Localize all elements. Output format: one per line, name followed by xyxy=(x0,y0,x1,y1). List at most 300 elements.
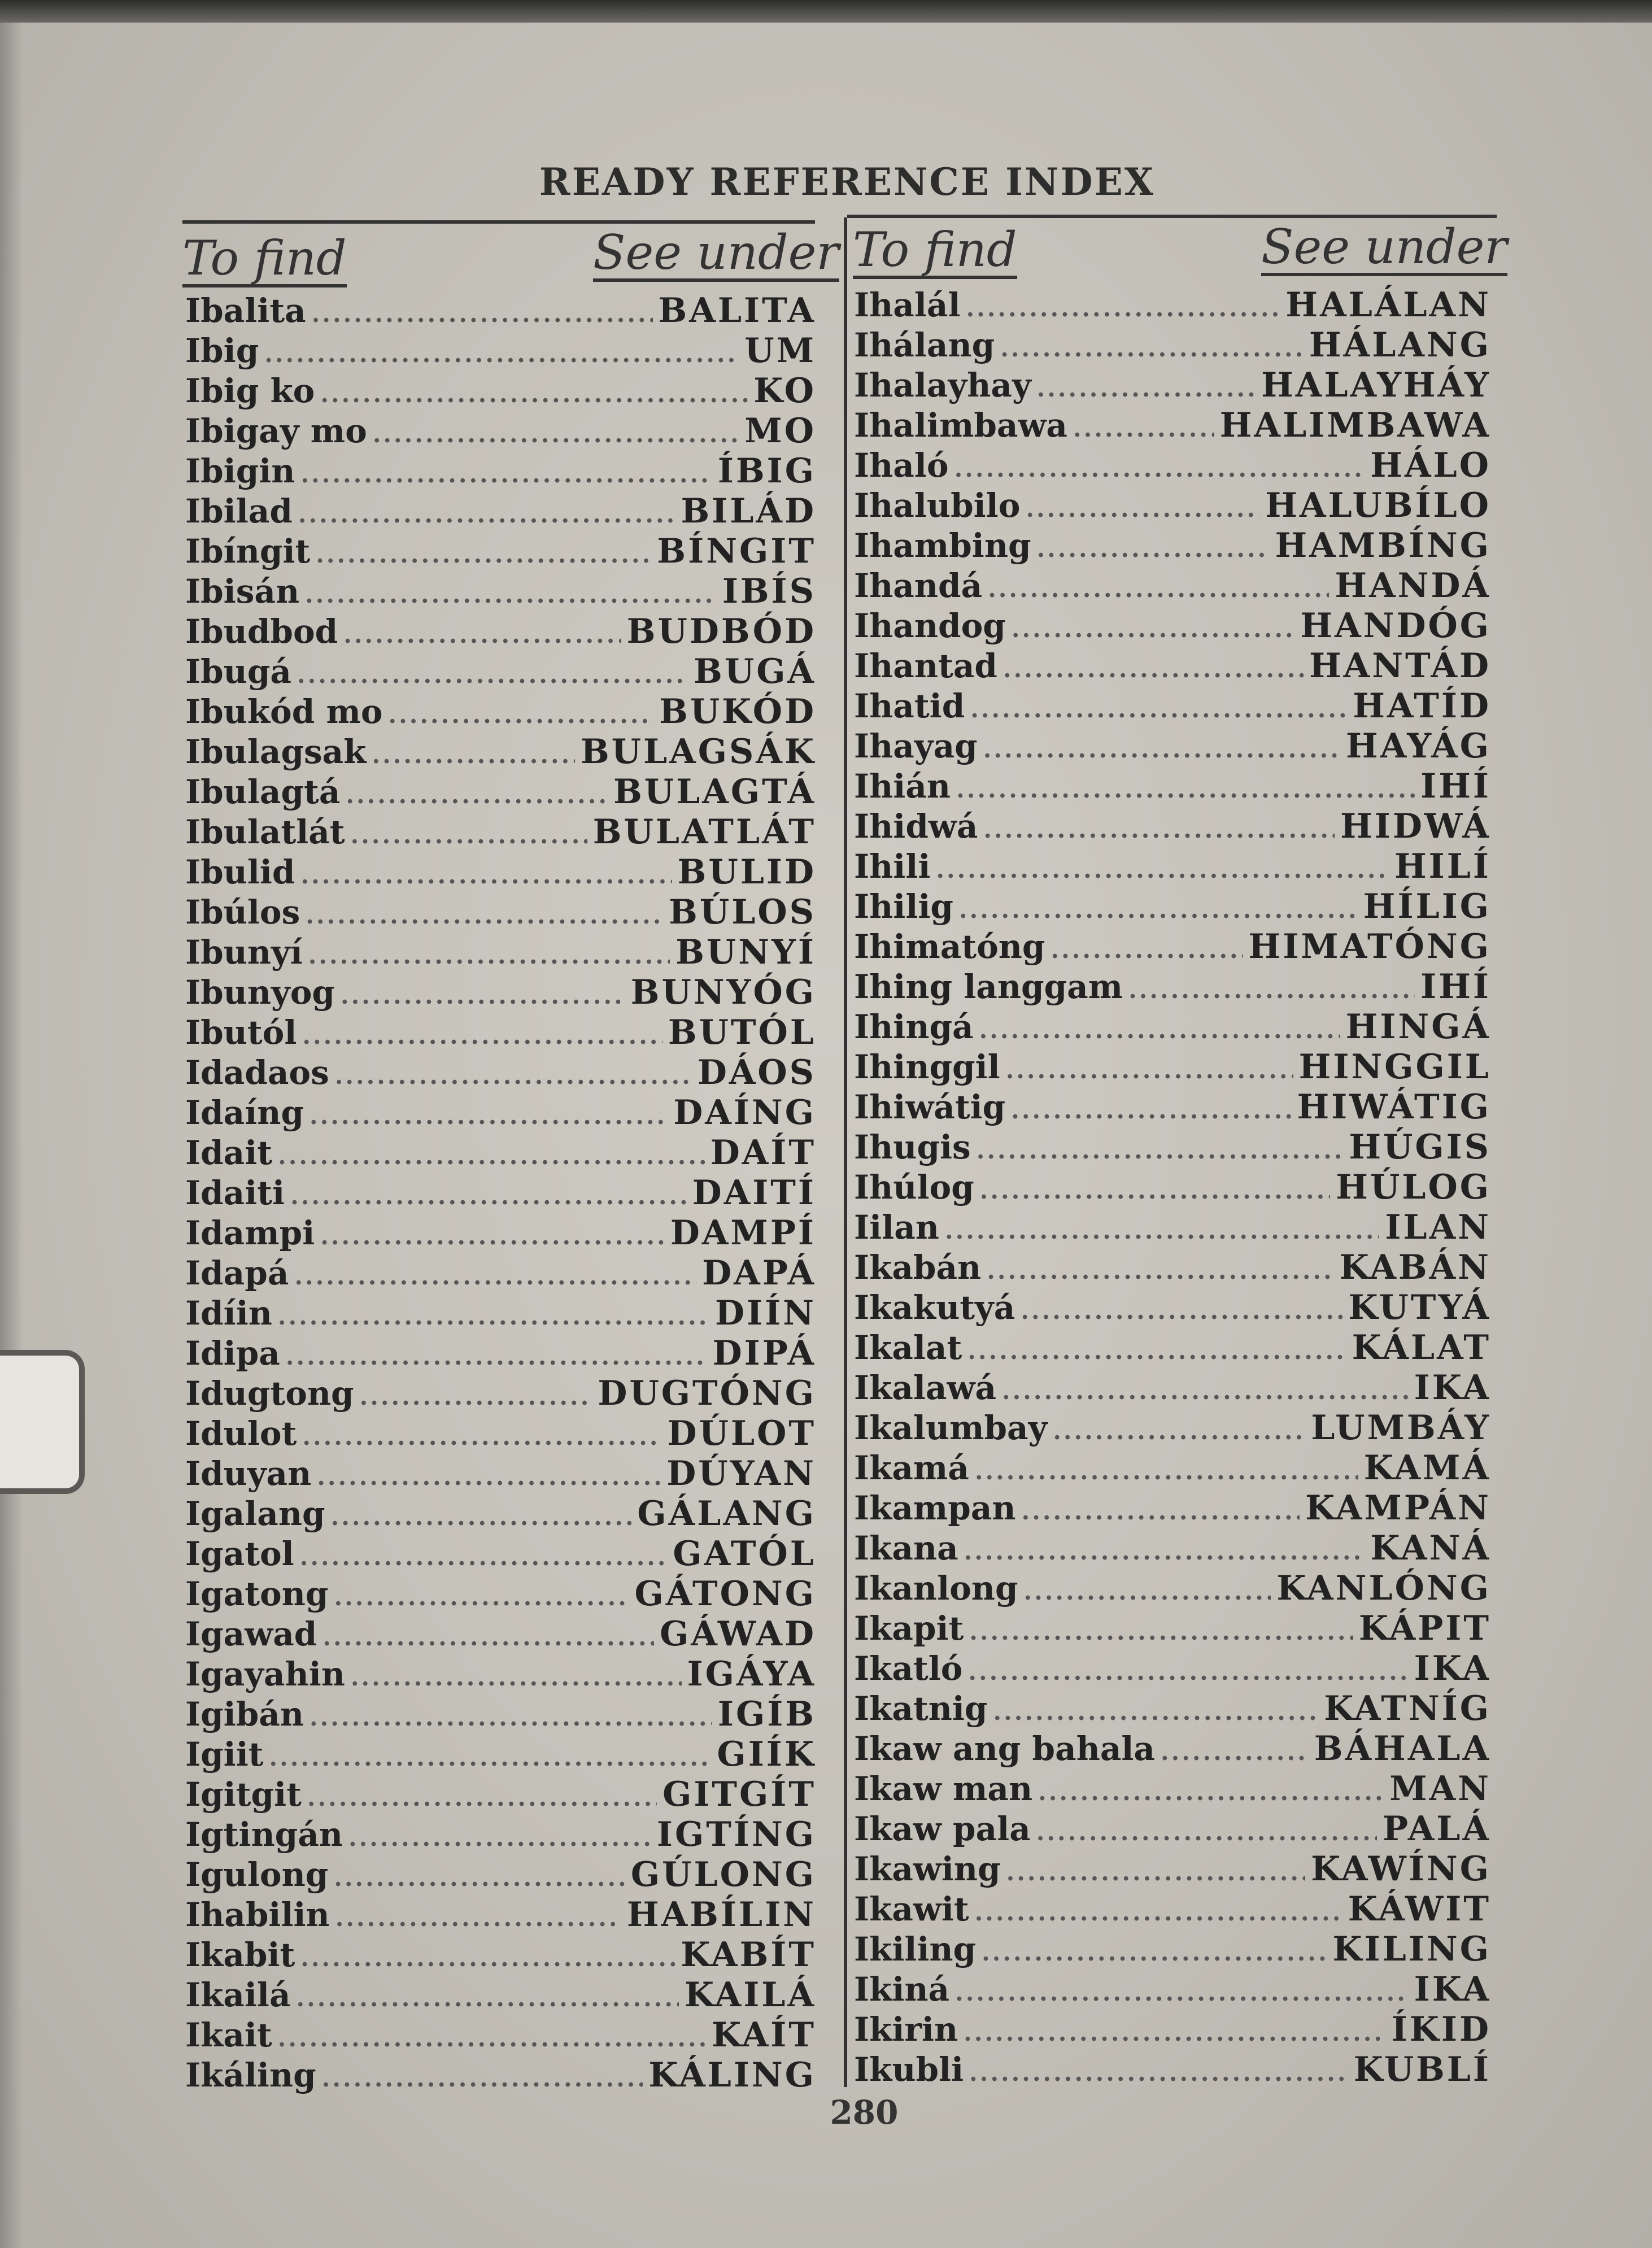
index-entry xyxy=(854,486,1491,526)
dot-leader xyxy=(964,1531,1365,1571)
entry-reference: LUMBÁY xyxy=(1311,1408,1491,1448)
entry-term: Ibilad xyxy=(185,492,293,530)
index-entry xyxy=(185,491,816,531)
entry-reference: KAWÍNG xyxy=(1311,1849,1491,1889)
dot-leader xyxy=(1036,1812,1377,1852)
entry-term: Ihalál xyxy=(854,286,961,324)
entry-term: Ihidwá xyxy=(854,807,978,846)
entry-reference: HÁLO xyxy=(1370,446,1491,485)
entry-term: Ikawing xyxy=(854,1850,1001,1888)
entry-term: Idaiti xyxy=(185,1174,285,1212)
entry-term: Ibigay mo xyxy=(185,412,367,450)
dot-leader xyxy=(373,414,739,454)
entry-term: Igalang xyxy=(185,1495,325,1533)
index-entry xyxy=(854,2010,1491,2050)
entry-reference: IHÍ xyxy=(1420,967,1491,1007)
entry-reference: BÍNGIT xyxy=(657,531,816,571)
entry-reference: KAMPÁN xyxy=(1305,1488,1491,1528)
entry-reference: ILAN xyxy=(1385,1208,1491,1247)
dot-leader xyxy=(294,1256,696,1296)
index-entry xyxy=(854,1208,1491,1248)
index-entry xyxy=(185,1735,816,1775)
page-top-edge xyxy=(0,0,1652,23)
entry-term: Ibunyog xyxy=(185,973,335,1012)
entry-term: Idíin xyxy=(185,1294,272,1332)
index-entry xyxy=(185,1574,816,1614)
entry-reference: BÁHALA xyxy=(1314,1729,1491,1768)
index-entry xyxy=(185,1374,816,1414)
entry-reference: DÚYAN xyxy=(666,1454,816,1493)
index-entry xyxy=(854,566,1491,606)
index-entry xyxy=(854,526,1491,566)
left-index-column xyxy=(185,291,816,2095)
entry-term: Ikatnig xyxy=(854,1689,988,1728)
dot-leader xyxy=(968,1652,1408,1692)
index-entry xyxy=(185,411,816,451)
dot-leader xyxy=(936,849,1389,890)
entry-reference: HANDÓG xyxy=(1300,606,1491,646)
dot-leader xyxy=(341,975,625,1016)
dot-leader xyxy=(389,695,654,735)
entry-reference: HALUBÍLO xyxy=(1265,486,1491,525)
index-entry xyxy=(185,371,816,411)
index-entry xyxy=(854,2050,1491,2090)
dot-leader xyxy=(993,1692,1318,1732)
entry-reference: GIÍK xyxy=(717,1735,816,1774)
dot-leader xyxy=(343,615,621,655)
dot-leader xyxy=(300,855,672,895)
index-entry xyxy=(185,1173,816,1213)
entry-reference: HIWÁTIG xyxy=(1297,1087,1491,1127)
index-entry xyxy=(185,451,816,491)
index-entry xyxy=(854,1649,1491,1689)
index-entry xyxy=(854,1288,1491,1328)
dot-leader xyxy=(1002,1371,1409,1411)
entry-term: Ikalumbay xyxy=(854,1409,1048,1447)
dot-leader xyxy=(980,1170,1331,1210)
entry-reference: KÁLING xyxy=(648,2055,816,2095)
entry-reference: GÁLANG xyxy=(637,1494,816,1533)
entry-reference: HABÍLIN xyxy=(626,1895,816,1935)
index-entry xyxy=(185,892,816,933)
dot-leader xyxy=(308,935,670,975)
entry-reference: HÍLIG xyxy=(1363,887,1491,926)
entry-reference: GATÓL xyxy=(673,1534,816,1574)
entry-term: Igitgit xyxy=(185,1775,302,1814)
entry-term: Ikalawá xyxy=(854,1369,997,1407)
index-entry xyxy=(185,2055,816,2095)
entry-term: Ihing langgam xyxy=(854,968,1123,1006)
entry-reference: BULAGSÁK xyxy=(580,732,816,772)
index-entry xyxy=(185,331,816,371)
dot-leader xyxy=(959,890,1358,930)
entry-term: Idadaos xyxy=(185,1053,329,1092)
dot-leader xyxy=(297,655,688,695)
entry-term: Ibugá xyxy=(185,652,291,691)
entry-term: Ihaló xyxy=(854,446,949,485)
index-entry xyxy=(854,1127,1491,1167)
entry-reference: KILING xyxy=(1332,1929,1491,1969)
header-rule-left xyxy=(182,220,815,224)
entry-reference: DÁOS xyxy=(697,1053,816,1092)
index-entry xyxy=(185,1013,816,1053)
entry-reference: IHÍ xyxy=(1420,766,1491,806)
index-entry xyxy=(185,1213,816,1253)
entry-term: Idugtong xyxy=(185,1374,354,1413)
entry-term: Ihatid xyxy=(854,687,965,725)
entry-reference: KANÁ xyxy=(1370,1528,1491,1568)
entry-term: Ibisán xyxy=(185,572,300,611)
entry-reference: IKA xyxy=(1414,1368,1491,1408)
index-entry xyxy=(854,1047,1491,1087)
entry-reference: BULATLÁT xyxy=(592,812,816,852)
dot-leader xyxy=(351,815,587,855)
entry-reference: BULAGTÁ xyxy=(613,772,816,812)
index-entry xyxy=(854,1849,1491,1889)
dot-leader xyxy=(964,2012,1386,2053)
dot-leader xyxy=(1026,489,1259,529)
entry-term: Ihayag xyxy=(854,727,978,765)
entry-reference: KAMÁ xyxy=(1363,1448,1491,1488)
entry-term: Ikawit xyxy=(854,1890,969,1928)
entry-reference: BUKÓD xyxy=(659,692,816,731)
index-entry xyxy=(854,1729,1491,1769)
entry-term: Ihinggil xyxy=(854,1048,1000,1086)
entry-reference: DÚLOT xyxy=(667,1414,816,1453)
entry-term: Ihalubilo xyxy=(854,486,1021,525)
entry-reference: ÍKID xyxy=(1391,2010,1491,2049)
dot-leader xyxy=(1053,1411,1305,1451)
entry-term: Igiit xyxy=(185,1735,264,1774)
entry-reference: KÁWIT xyxy=(1348,1889,1491,1929)
dot-leader xyxy=(987,1251,1333,1291)
index-entry xyxy=(854,325,1491,365)
index-entry xyxy=(185,1935,816,1975)
entry-term: Ihalimbawa xyxy=(854,406,1067,445)
index-entry xyxy=(854,887,1491,927)
index-entry xyxy=(854,1167,1491,1208)
dot-leader xyxy=(320,1216,665,1256)
index-entry xyxy=(185,1654,816,1694)
entry-reference: BUDBÓD xyxy=(626,612,816,651)
dot-leader xyxy=(1038,1772,1384,1812)
entry-term: Ihálang xyxy=(854,326,995,364)
index-entry xyxy=(854,686,1491,726)
entry-term: Ibulagtá xyxy=(185,773,341,811)
entry-term: Ihingá xyxy=(854,1008,974,1046)
index-entry xyxy=(854,646,1491,686)
entry-reference: GÁWAD xyxy=(660,1614,816,1654)
entry-reference: HANTÁD xyxy=(1309,646,1491,686)
dot-leader xyxy=(1161,1732,1309,1772)
entry-term: Ihambing xyxy=(854,526,1031,565)
entry-reference: HINGÁ xyxy=(1345,1007,1491,1047)
entry-term: Ihilig xyxy=(854,887,953,926)
entry-term: Ikait xyxy=(185,2016,272,2054)
entry-term: Ibalita xyxy=(185,291,306,330)
dot-leader xyxy=(312,294,653,334)
page-number: 280 xyxy=(830,2093,899,2132)
entry-term: Ikaw ang bahala xyxy=(854,1729,1156,1768)
dot-leader xyxy=(278,1296,709,1336)
dot-leader xyxy=(264,334,739,374)
index-entry xyxy=(854,1528,1491,1569)
entry-reference: KABÁN xyxy=(1339,1248,1491,1287)
entry-reference: HIMATÓNG xyxy=(1248,927,1491,966)
dot-leader xyxy=(1011,1090,1291,1130)
dot-leader xyxy=(351,1657,682,1697)
entry-reference: IGTÍNG xyxy=(656,1815,816,1854)
dot-leader xyxy=(1024,1571,1271,1611)
entry-term: Ikakutyá xyxy=(854,1288,1015,1327)
entry-reference: HÚLOG xyxy=(1336,1167,1491,1207)
dot-leader xyxy=(954,448,1365,489)
index-entry xyxy=(185,1534,816,1574)
index-entry xyxy=(854,1248,1491,1288)
entry-reference: BUGÁ xyxy=(694,652,816,691)
index-entry xyxy=(185,772,816,812)
dot-leader xyxy=(335,1056,692,1096)
entry-term: Ikáling xyxy=(185,2056,316,2094)
index-entry xyxy=(185,1414,816,1454)
entry-term: Ikapit xyxy=(854,1609,964,1648)
page-title: READY REFERENCE INDEX xyxy=(539,160,1156,204)
entry-reference: KÁPIT xyxy=(1358,1609,1491,1648)
dot-leader xyxy=(322,2058,643,2098)
entry-reference: IGÁYA xyxy=(687,1654,816,1694)
entry-term: Ikalat xyxy=(854,1328,962,1367)
dot-leader xyxy=(316,534,651,574)
entry-term: Ihúlog xyxy=(854,1168,974,1206)
entry-term: Ikampan xyxy=(854,1489,1016,1527)
index-entry xyxy=(185,1614,816,1654)
entry-term: Ikailá xyxy=(185,1976,291,2014)
index-entry xyxy=(854,1970,1491,2010)
entry-term: Ikana xyxy=(854,1529,958,1567)
entry-reference: KUBLÍ xyxy=(1353,2050,1491,2089)
entry-reference: BULID xyxy=(677,852,816,892)
dot-leader xyxy=(307,1778,657,1818)
dot-leader xyxy=(346,775,608,815)
index-entry xyxy=(185,1253,816,1293)
index-entry xyxy=(854,1408,1491,1448)
dot-leader xyxy=(1006,1852,1306,1892)
dot-leader xyxy=(1037,529,1270,569)
dot-leader xyxy=(982,1932,1327,1972)
dot-leader xyxy=(955,1972,1409,2012)
dot-leader xyxy=(306,895,663,935)
entry-reference: DAPÁ xyxy=(702,1253,816,1293)
entry-reference: IBÍS xyxy=(722,572,816,611)
index-entry xyxy=(854,1087,1491,1127)
entry-term: Ikirin xyxy=(854,2010,958,2049)
dot-leader xyxy=(1021,1291,1342,1331)
entry-term: Ihiwátig xyxy=(854,1088,1006,1126)
index-entry xyxy=(854,1448,1491,1488)
index-entry xyxy=(854,1809,1491,1849)
index-entry xyxy=(185,933,816,973)
dot-leader xyxy=(975,1451,1358,1491)
index-entry xyxy=(854,726,1491,766)
index-entry xyxy=(854,1689,1491,1729)
entry-term: Ibig ko xyxy=(185,372,315,410)
entry-reference: DUGTÓNG xyxy=(598,1374,816,1413)
entry-reference: IKA xyxy=(1414,1649,1491,1688)
entry-term: Ikaw pala xyxy=(854,1810,1031,1848)
dot-leader xyxy=(956,769,1415,809)
index-entry xyxy=(854,1368,1491,1408)
entry-term: Idapá xyxy=(185,1254,289,1292)
index-entry xyxy=(185,1334,816,1374)
entry-term: Ihalayhay xyxy=(854,366,1031,404)
dot-leader xyxy=(317,1457,661,1497)
entry-term: Ihantad xyxy=(854,647,997,685)
dot-leader xyxy=(966,288,1280,328)
entry-reference: PALÁ xyxy=(1382,1809,1491,1849)
entry-reference: BILÁD xyxy=(681,491,816,531)
entry-term: Ikatló xyxy=(854,1649,963,1688)
dot-leader xyxy=(348,1818,651,1858)
entry-reference: HÁLANG xyxy=(1309,325,1491,365)
entry-reference: HAYÁG xyxy=(1345,726,1491,766)
entry-reference: KAILÁ xyxy=(684,1975,816,2015)
dot-leader xyxy=(360,1376,592,1417)
index-entry xyxy=(854,1889,1491,1929)
entry-term: Ihandá xyxy=(854,567,983,605)
entry-term: Ibulatlát xyxy=(185,813,345,851)
entry-reference: GÁTONG xyxy=(634,1574,816,1614)
dot-leader xyxy=(1012,609,1295,649)
dot-leader xyxy=(305,574,717,615)
entry-term: Igayahin xyxy=(185,1655,345,1693)
index-entry xyxy=(854,1569,1491,1609)
entry-reference: HINGGIL xyxy=(1298,1047,1491,1087)
index-entry xyxy=(185,973,816,1013)
index-entry xyxy=(854,406,1491,446)
index-entry xyxy=(185,1855,816,1895)
dot-leader xyxy=(983,809,1335,849)
entry-term: Idait xyxy=(185,1134,273,1172)
dot-leader xyxy=(300,454,712,494)
index-entry xyxy=(185,1133,816,1173)
entry-reference: BUNYÍ xyxy=(675,933,816,972)
dot-leader xyxy=(300,1938,675,1978)
index-entry xyxy=(854,1007,1491,1047)
entry-term: Igatong xyxy=(185,1575,329,1613)
index-entry xyxy=(854,927,1491,967)
index-entry xyxy=(185,1093,816,1133)
dot-leader xyxy=(977,1130,1344,1170)
entry-term: Ibulagsak xyxy=(185,733,367,771)
dot-leader xyxy=(297,1978,679,2018)
index-entry xyxy=(854,807,1491,847)
index-entry xyxy=(185,1494,816,1534)
index-entry xyxy=(185,812,816,852)
entry-reference: IGÍB xyxy=(717,1694,816,1734)
index-entry xyxy=(185,572,816,612)
entry-reference: KABÍT xyxy=(681,1935,816,1975)
entry-term: Ikabit xyxy=(185,1936,295,1974)
header-to-find-right: To find xyxy=(853,226,1017,279)
dot-leader xyxy=(967,1331,1346,1371)
dot-leader xyxy=(278,2018,706,2058)
entry-reference: HATÍD xyxy=(1353,686,1491,726)
entry-reference: HAMBÍNG xyxy=(1275,526,1491,565)
dot-leader xyxy=(320,374,748,414)
index-entry xyxy=(854,285,1491,325)
index-entry xyxy=(185,1815,816,1855)
index-entry xyxy=(854,1609,1491,1649)
entry-reference: DAÍT xyxy=(710,1133,816,1173)
entry-term: Ibutól xyxy=(185,1013,297,1052)
dot-leader xyxy=(290,1176,687,1216)
entry-term: Iduyan xyxy=(185,1454,312,1493)
entry-reference: BUTÓL xyxy=(668,1013,816,1052)
entry-reference: IKA xyxy=(1414,1970,1491,2009)
index-entry xyxy=(185,612,816,652)
dot-leader xyxy=(969,2053,1348,2093)
dot-leader xyxy=(331,1497,632,1537)
entry-term: Ikubli xyxy=(854,2050,964,2089)
dot-leader xyxy=(1022,1491,1300,1531)
index-entry xyxy=(854,1769,1491,1809)
dot-leader xyxy=(975,1892,1342,1932)
entry-term: Ibunyí xyxy=(185,933,303,971)
dot-leader xyxy=(335,1898,621,1938)
entry-term: Ibulid xyxy=(185,853,295,891)
entry-reference: KÁLAT xyxy=(1352,1328,1491,1367)
entry-reference: KUTYÁ xyxy=(1348,1288,1491,1327)
entry-reference: ÍBIG xyxy=(717,451,816,491)
dot-leader xyxy=(1000,328,1304,368)
entry-reference: BALITA xyxy=(658,291,816,330)
index-entry xyxy=(185,291,816,331)
entry-term: Ikamá xyxy=(854,1449,969,1487)
index-entry xyxy=(854,847,1491,887)
entry-term: Ibíngit xyxy=(185,532,311,570)
column-divider xyxy=(844,217,847,2087)
page-left-shadow xyxy=(0,23,23,2248)
entry-term: Ihimatóng xyxy=(854,927,1045,966)
header-to-find-left: To find xyxy=(182,234,347,287)
entry-reference: HILÍ xyxy=(1394,847,1491,886)
entry-reference: UM xyxy=(744,331,816,371)
dot-leader xyxy=(286,1336,707,1376)
dot-leader xyxy=(302,1016,662,1056)
dot-leader xyxy=(302,1417,661,1457)
entry-reference: DIÍN xyxy=(714,1293,816,1333)
index-entry xyxy=(854,1488,1491,1528)
entry-reference: HÚGIS xyxy=(1349,1127,1491,1167)
entry-term: Ibig xyxy=(185,332,259,370)
entry-term: Ikanlong xyxy=(854,1569,1018,1607)
index-entry xyxy=(185,1895,816,1935)
dot-leader xyxy=(970,689,1347,729)
entry-term: Ibúlos xyxy=(185,893,300,931)
index-entry xyxy=(854,766,1491,807)
entry-term: Ibukód mo xyxy=(185,692,383,731)
dot-leader xyxy=(1006,1050,1293,1090)
entry-term: Ikabán xyxy=(854,1248,982,1287)
entry-term: Ihili xyxy=(854,847,931,886)
index-entry xyxy=(185,852,816,892)
dot-leader xyxy=(945,1210,1379,1251)
entry-term: Ihián xyxy=(854,767,951,805)
dot-leader xyxy=(1051,930,1243,970)
entry-term: Idaíng xyxy=(185,1093,304,1132)
entry-term: Igtingán xyxy=(185,1815,343,1854)
entry-reference: HALIMBAWA xyxy=(1219,406,1491,445)
